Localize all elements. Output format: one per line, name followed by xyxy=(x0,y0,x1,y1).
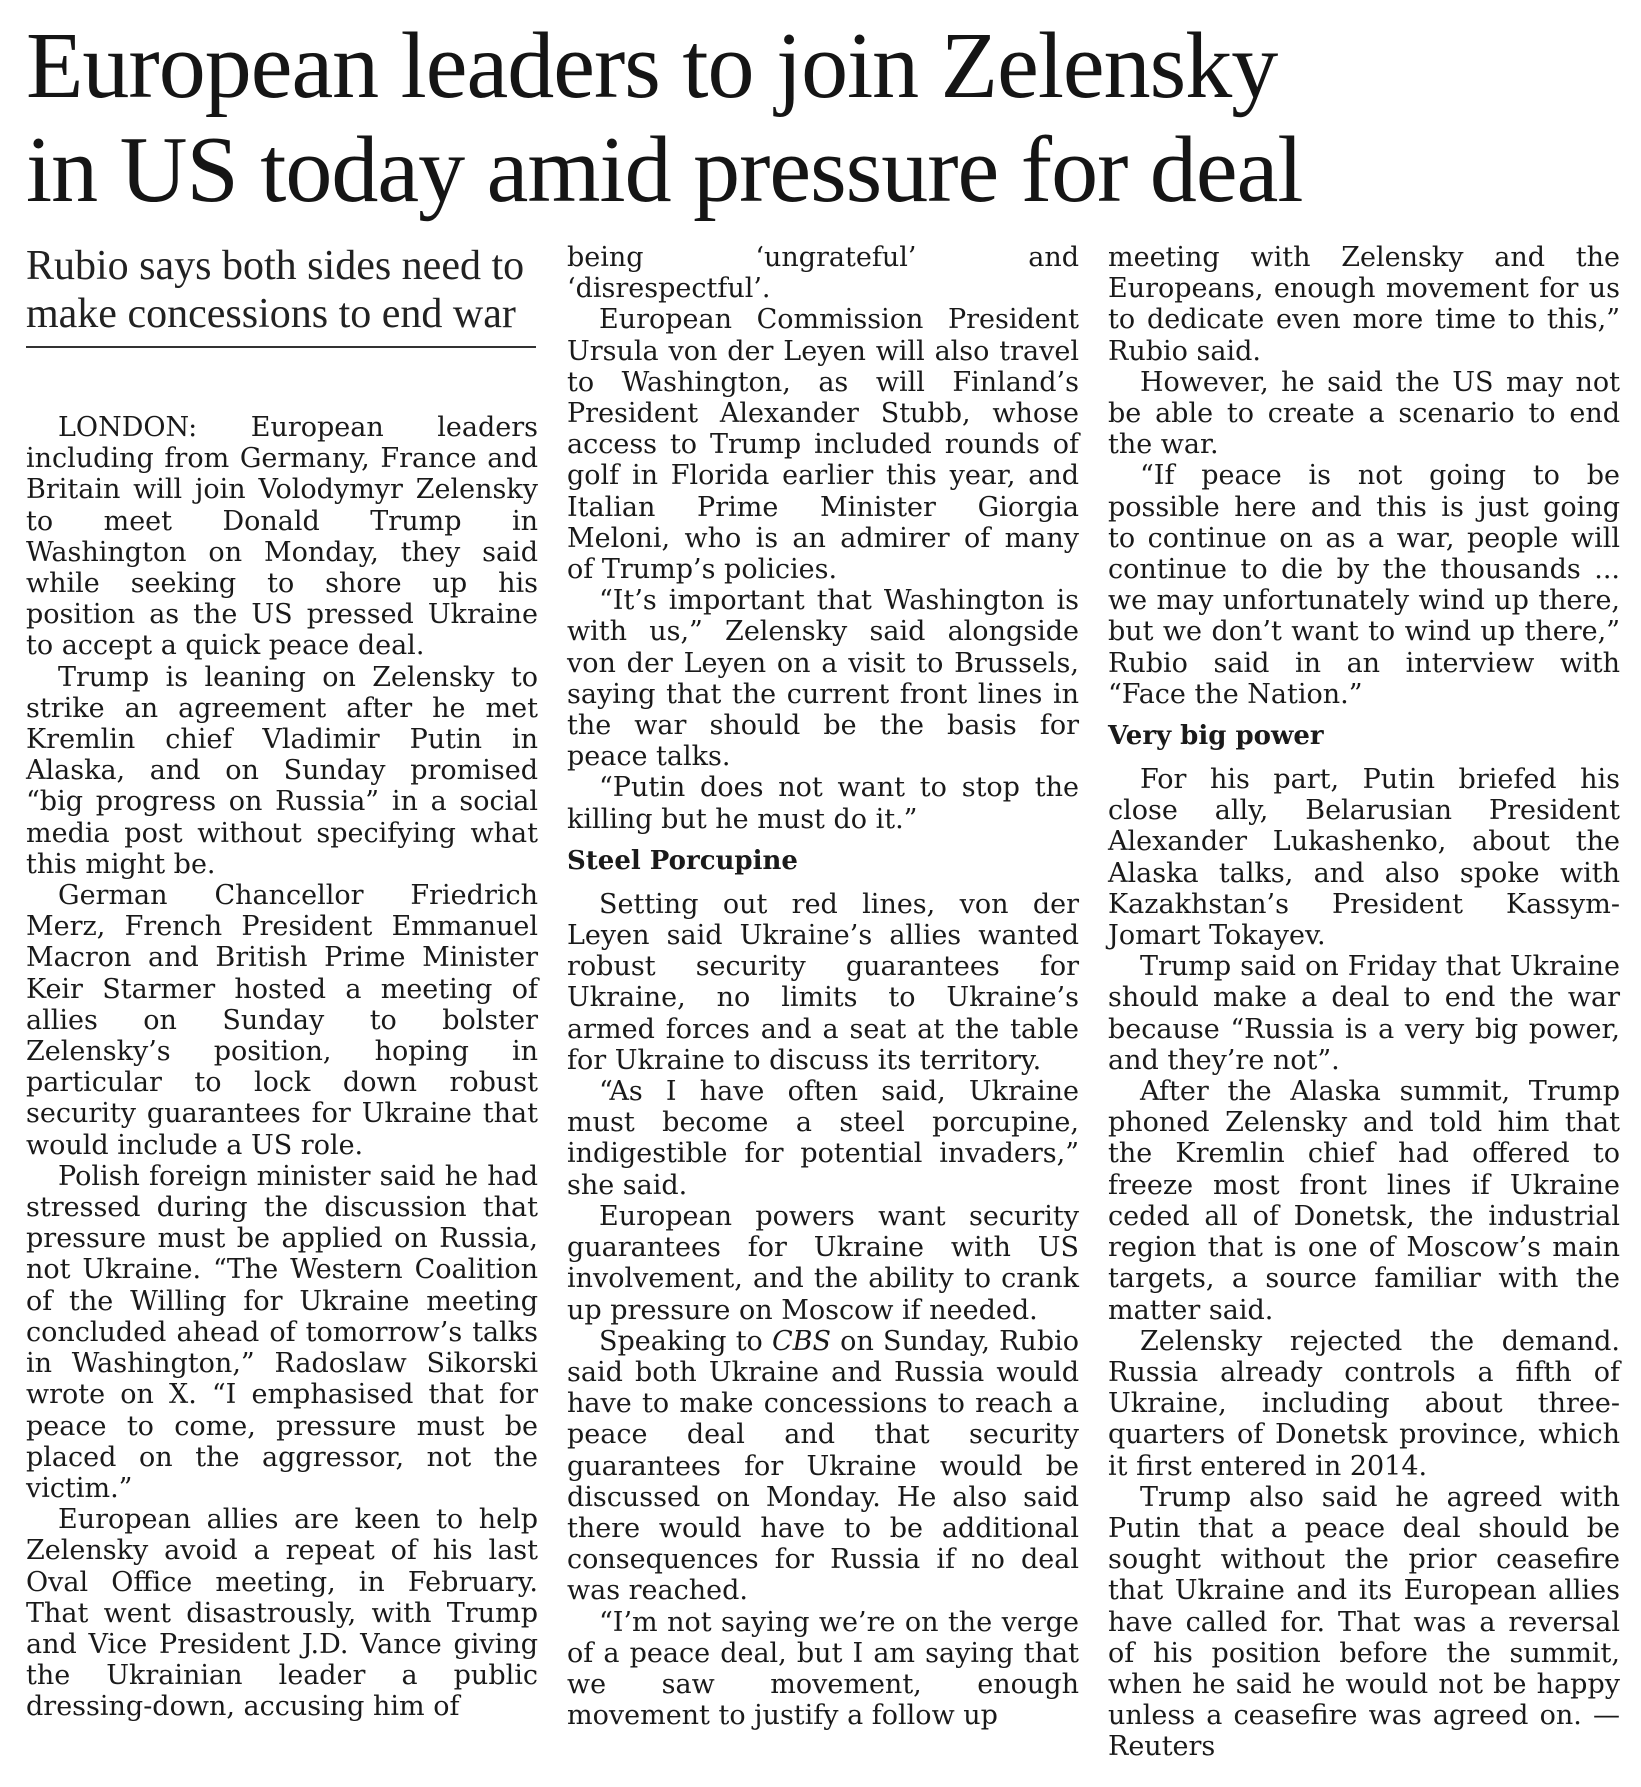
paragraph: European Commission President Ursula von der Leyen will also travel to Washington, as will Finland’s President Alexander Stubb, whose access to Trump included rounds of golf in Florida earlier this year, and Italian Prime Minister Giorgia Meloni, who is an admirer of many of Trump’s policies. xyxy=(567,304,1079,586)
paragraph: Zelensky rejected the demand. Russia already controls a fifth of Ukraine, including about three-quarters of Donetsk province, which it first entered in 2014. xyxy=(1108,1325,1620,1482)
paragraph: European allies are keen to help Zelensky avoid a repeat of his last Oval Office meeting, in February. That went disastrously, with Trump and Vice President J.D. Vance giving the Ukrainian leader a public dressing-down, accusing him of xyxy=(26,1504,538,1723)
paragraph: For his part, Putin briefed his close ally, Belarusian President Alexander Lukashenko, about the Alaska talks, and also spoke with Kazakhstan’s President Kassym-Jomart Tokayev. xyxy=(1108,764,1620,952)
paragraph: After the Alaska summit, Trump phoned Zelensky and told him that the Kremlin chief had offered to freeze most front lines if Ukraine ceded all of Donetsk, the industrial region that is one of Moscow’s main targets, a source familiar with the matter said. xyxy=(1108,1076,1620,1326)
paragraph: “I’m not saying we’re on the verge of a peace deal, but I am saying that we saw movement, enough movement to justify a follow up xyxy=(567,1606,1079,1732)
article-column-2 xyxy=(567,242,1079,1731)
subheadline-rule xyxy=(26,346,536,348)
crosshead-very-big-power: Very big power xyxy=(1108,721,1324,752)
paragraph-cbs xyxy=(567,1326,1079,1607)
paragraph: Setting out red lines, von der Leyen said Ukraine’s allies wanted robust security guarantees for Ukraine, no limits to Ukraine’s armed forces and a seat at the table for Ukraine to discuss its territory. xyxy=(567,888,1079,1076)
subheadline: Rubio says both sides need to make concessions to end war xyxy=(26,243,525,337)
paragraph: German Chancellor Friedrich Merz, French President Emmanuel Macron and British Prime Minister Keir Starmer hosted a meeting of allies on Sunday to bolster Zelensky’s position, hoping in particular to lock down robust security guarantees for Ukraine that would include a US role. xyxy=(26,880,538,1161)
outlet-name: CBS xyxy=(772,1325,831,1357)
paragraph: “Putin does not want to stop the killing but he must do it.” xyxy=(567,772,1079,835)
headline-line-2: in US today amid pressure for deal xyxy=(26,118,1303,222)
paragraph-continuation: being ‘ungrateful’ and ‘disrespectful’. xyxy=(567,242,1079,305)
article-column-3 xyxy=(1108,242,1620,1763)
paragraph: “If peace is not going to be possible here and this is just going to continue on as a war, people will continue to die by the thousands ... we may unfortunately wind up there, but we don’t want to wind up there,” Rubio said in an interview with “Face the Nation.” xyxy=(1108,460,1620,710)
paragraph: “It’s important that Washington is with us,” Zelensky said alongside von der Leyen on a visit to Brussels, saying that the current front lines in the war should be the basis for peace talks. xyxy=(567,585,1079,773)
paragraph: Polish foreign minister said he had stressed during the discussion that pressure must be applied on Russia, not Ukraine. “The Western Coalition of the Willing for Ukraine meeting concluded ahead of tomorrow’s talks in Washington,” Radoslaw Sikorski wrote on X. “I emphasised that for peace to come, pressure must be placed on the aggressor, not the victim.” xyxy=(26,1160,538,1504)
article-column-1 xyxy=(26,242,538,1723)
paragraph: Trump also said he agreed with Putin that a peace deal should be sought without the prior ceasefire that Ukraine and its European allies have called for. That was a reversal of his position before the summit, when he said he would not be happy unless a ceasefire was agreed on. — Reuters xyxy=(1108,1481,1620,1763)
text-run: on Sunday, Rubio said both Ukraine and Russia would have to make concessions to reach a peace deal and that security guarantees for Ukraine would be discussed on Monday. He also said there would have to be additional consequences for Russia if no deal was reached. xyxy=(567,1325,1079,1607)
headline-line-1: European leaders to join Zelensky xyxy=(26,14,1278,118)
crosshead-steel-porcupine: Steel Porcupine xyxy=(567,845,798,876)
paragraph-continuation: meeting with Zelensky and the Europeans, enough movement for us to dedicate even more time to this,” Rubio said. xyxy=(1108,242,1620,367)
paragraph: LONDON: European leaders including from Germany, France and Britain will join Volodymyr Zelensky to meet Donald Trump in Washington on Monday, they said while seeking to shore up his position as the US pressed Ukraine to accept a quick peace deal. xyxy=(26,412,538,662)
text-run: Speaking to xyxy=(599,1325,772,1357)
paragraph: Trump said on Friday that Ukraine should make a deal to end the war because “Russia is a very big power, and they’re not”. xyxy=(1108,951,1620,1076)
paragraph: European powers want security guarantees for Ukraine with US involvement, and the ability to crank up pressure on Moscow if needed. xyxy=(567,1200,1079,1326)
paragraph: “As I have often said, Ukraine must become a steel porcupine, indigestible for potential invaders,” she said. xyxy=(567,1076,1079,1201)
paragraph: Trump is leaning on Zelensky to strike an agreement after he met Kremlin chief Vladimir Putin in Alaska, and on Sunday promised “big progress on Russia” in a social media post without specifying what this might be. xyxy=(26,661,538,880)
headline xyxy=(26,14,1626,222)
paragraph: However, he said the US may not be able to create a scenario to end the war. xyxy=(1108,366,1620,461)
